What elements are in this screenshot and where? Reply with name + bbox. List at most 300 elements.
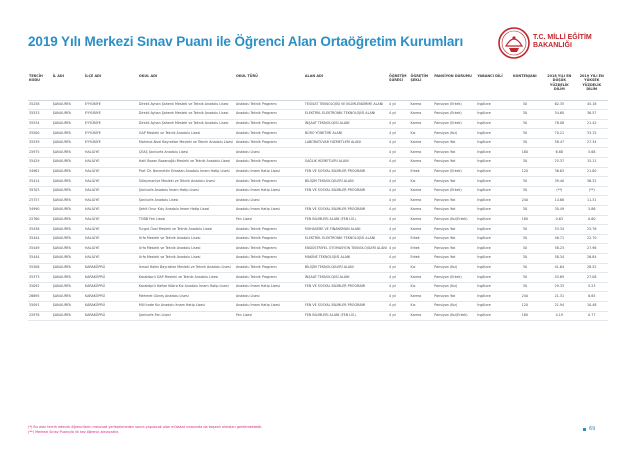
table-cell: 43.69 (543, 273, 575, 283)
table-cell: ŞANLIURFA (52, 148, 84, 158)
table-cell: ELEKTRİK- ELEKTRONİK TEKNOLOJİSİ ALANI (304, 234, 388, 244)
table-row (28, 206, 608, 216)
table-cell: İngilizce (476, 148, 506, 158)
table-cell: Anadolu İmam Hatip Lisesi (235, 167, 304, 177)
table-cell: 30 (507, 110, 544, 120)
table-cell: FEN VE SOSYAL BİLİMLER PROGRAMI (304, 167, 388, 177)
table-cell: 240 (507, 196, 544, 206)
table-cell: Karaköprü GAP Mesleki ve Teknik Anadolu Lisesi (138, 273, 235, 283)
table-cell: Kız (410, 301, 434, 311)
table-cell: ŞANLIURFA (52, 100, 84, 110)
table-cell: MUHASEBE VE FİNANSMAN ALANI (304, 225, 388, 235)
table-row (28, 254, 608, 264)
table-cell: 4 yıl (388, 254, 410, 264)
table-cell: Anadolu Teknik Programı (235, 234, 304, 244)
table-cell: Şehit Onur Kılıç Anadolu İmam Hatip Lisesi (138, 206, 235, 216)
table-cell: Karma (410, 311, 434, 321)
table-cell: 4 yıl (388, 225, 410, 235)
table-cell: İNŞAAT TEKNOLOJİSİ ALANI (304, 273, 388, 283)
table-cell: Pansiyon Yok (433, 206, 476, 216)
table-cell: 25.76 (576, 225, 609, 235)
table-cell: Karma (410, 100, 434, 110)
table-cell: ENDÜSTRİYEL OTOMASYON TEKNOLOJİLERİ ALANI (304, 244, 388, 254)
ministry-logo (497, 26, 607, 60)
table-cell: 30 (507, 234, 544, 244)
table-cell: 21.31 (543, 292, 575, 302)
table-cell: 36.32 (576, 177, 609, 187)
table-cell: İngilizce (476, 215, 506, 225)
table-cell: 4 yıl (388, 129, 410, 139)
table-cell: Karma (410, 110, 434, 120)
table-cell: 35429 (28, 158, 52, 168)
table-cell: 58.23 (543, 244, 575, 254)
school-table (28, 73, 608, 321)
table-cell: ŞANLIURFA (52, 129, 84, 139)
table-cell: 36.57 (576, 110, 609, 120)
table-cell: 14.68 (543, 196, 575, 206)
table-cell: 35414 (28, 177, 52, 187)
table-cell: 4 yıl (388, 196, 410, 206)
table-row (28, 177, 608, 187)
table-cell: 27.08 (576, 273, 609, 283)
table-cell: Erkek (410, 254, 434, 264)
table-cell: Anadolu Teknik Programı (235, 254, 304, 264)
table-cell: KARAKÖPRÜ (84, 301, 138, 311)
ministry-name-line1: T.C. MİLLİ EĞİTİM (533, 34, 592, 41)
table-cell: 15.11 (576, 158, 609, 168)
table-cell: İngilizce (476, 273, 506, 283)
table-cell: 78.08 (543, 119, 575, 129)
table-cell: Urfa Mesleki ve Teknik Anadolu Lisesi (138, 254, 235, 264)
header-cell: İL ADI (52, 73, 84, 100)
table-cell: 35092 (28, 282, 52, 292)
table-cell: HALİLİYE (84, 186, 138, 196)
table-cell: 5.86 (576, 206, 609, 216)
table-row (28, 234, 608, 244)
table-cell: 30.49 (543, 206, 575, 216)
table-cell: FEN BİLİMLERİ ALANI (FEN LİS.) (304, 215, 388, 225)
header-cell: ÖĞRETİM ŞEKLİ (410, 73, 434, 100)
header-cell: YABANCI DİLİ (476, 73, 506, 100)
table-cell: Karma (410, 215, 434, 225)
table-cell: 30 (507, 244, 544, 254)
table-cell: ŞANLIURFA (52, 167, 84, 177)
table-cell: Anadolu Teknik Programı (235, 158, 304, 168)
table-cell: Anadolu Teknik Programı (235, 119, 304, 129)
table-cell: Erkek (410, 244, 434, 254)
table-cell: ŞANLIURFA (52, 273, 84, 283)
table-cell: İngilizce (476, 110, 506, 120)
table-cell (304, 148, 388, 158)
table-cell: KARAKÖPRÜ (84, 311, 138, 321)
table-cell: 58.34 (543, 254, 575, 264)
header-cell: PANSİYON DURUMU (433, 73, 476, 100)
table-cell: (**) (576, 186, 609, 196)
table-cell: 180 (507, 148, 544, 158)
table-cell: Direkli Ayhan Şahenk Mesleki ve Teknik Anadolu Lisesi (138, 110, 235, 120)
table-cell: Pansiyon (Erkek) (433, 119, 476, 129)
table-cell: İngilizce (476, 167, 506, 177)
table-cell: 35373 (28, 273, 52, 283)
table-cell: Pansiyon (Kız) (433, 129, 476, 139)
table-cell: 21.94 (543, 301, 575, 311)
table-cell: ŞANLIURFA (52, 138, 84, 148)
table-cell: Pansiyon Yok (433, 244, 476, 254)
table-cell: Anadolu Teknik Programı (235, 177, 304, 187)
table-cell: Kız (410, 177, 434, 187)
table-cell: 25975 (28, 148, 52, 158)
table-cell: Karma (410, 138, 434, 148)
table-row (28, 119, 608, 129)
table-cell: ŞANLIURFA (52, 244, 84, 254)
table-cell: MAKİNE TEKNOLOJİSİ ALANI (304, 254, 388, 264)
table-cell: ŞANLIURFA (52, 196, 84, 206)
table-cell: Pansiyon Yok (433, 177, 476, 187)
table-cell: SAĞLIK HİZMETLERİ ALANI (304, 158, 388, 168)
page-title: 2019 Yılı Merkezi Sınav Puanı ile Öğrenci Alan Ortaöğretim Kurumları (28, 34, 464, 49)
table-cell: Karma (410, 225, 434, 235)
table-cell: İngilizce (476, 234, 506, 244)
table-row (28, 244, 608, 254)
table-cell: İngilizce (476, 138, 506, 148)
table-cell: EYYÜBİYE (84, 110, 138, 120)
table-cell: 30 (507, 282, 544, 292)
table-cell: Karaköprü Hafize Kübra Kız Anadolu İmam Hatip Lisesi (138, 282, 235, 292)
table-cell: 5.68 (576, 148, 609, 158)
table-cell: 25757 (28, 196, 52, 206)
table-row (28, 148, 608, 158)
table-cell: 30 (507, 138, 544, 148)
table-cell: Kız (410, 282, 434, 292)
table-cell: İngilizce (476, 196, 506, 206)
table-cell: 53.34 (543, 225, 575, 235)
table-row (28, 110, 608, 120)
table-cell: 21.42 (576, 119, 609, 129)
table-cell: 4 yıl (388, 244, 410, 254)
table-cell: 36.63 (543, 167, 575, 177)
table-cell: Halil Bozan Bozanoğlu Mesleki ve Teknik Anadolu Lisesi (138, 158, 235, 168)
table-cell: HALİLİYE (84, 206, 138, 216)
table-cell: İngilizce (476, 129, 506, 139)
table-cell: 30 (507, 225, 544, 235)
table-row (28, 100, 608, 110)
table-cell: Karma (410, 273, 434, 283)
table-cell: Direkli Ayhan Şahenk Mesleki ve Teknik Anadolu Lisesi (138, 100, 235, 110)
table-cell: 22.70 (576, 234, 609, 244)
table-cell: Pansiyon (Kız) (433, 301, 476, 311)
header-cell: 2019 YILI EN YÜKSEK YÜZDELİK DİLİM (576, 73, 609, 100)
table-cell: İsmail Hakkı Bayraktar Mesleki ve Teknik Anadolu Lisesi (138, 263, 235, 273)
table-cell: 39703 (28, 186, 52, 196)
header-cell: ALAN ADI (304, 73, 388, 100)
table-cell: Pansiyon (Kız) (433, 263, 476, 273)
table-cell: Pansiyon (Kız/Erkek) (433, 311, 476, 321)
page-number-label: 69 (589, 426, 596, 432)
table-cell: 45.18 (576, 100, 609, 110)
table-cell: ŞANLIURFA (52, 186, 84, 196)
table-row (28, 138, 608, 148)
table-cell: 4.19 (543, 311, 575, 321)
table-cell: Urfa Mesleki ve Teknik Anadolu Lisesi (138, 234, 235, 244)
table-cell: Pansiyon Yok (433, 292, 476, 302)
table-cell: Anadolu İmam Hatip Lisesi (235, 186, 304, 196)
footnote-2: (**) Merkezi Sınav Puanıyla ilk kez öğrenci alınacaktır. (28, 430, 119, 434)
table-cell: İngilizce (476, 292, 506, 302)
table-cell: Anadolu Teknik Programı (235, 100, 304, 110)
table-cell: Direkli Ayhan Şahenk Mesleki ve Teknik Anadolu Lisesi (138, 119, 235, 129)
table-cell: 4 yıl (388, 292, 410, 302)
table-cell: 120 (507, 167, 544, 177)
table-cell: Anadolu Teknik Programı (235, 273, 304, 283)
table-cell: FEN VE SOSYAL BİLİMLER PROGRAMI (304, 282, 388, 292)
table-cell: Pansiyon Yok (433, 225, 476, 235)
table-cell: Süleymaniye Mesleki ve Teknik Anadolu Lisesi (138, 177, 235, 187)
table-cell: ŞANLIURFA (52, 206, 84, 216)
table-cell: 4 yıl (388, 148, 410, 158)
table-cell: Pansiyon (Erkek) (433, 167, 476, 177)
table-cell: FEN VE SOSYAL BİLİMLER PROGRAMI (304, 206, 388, 216)
table-cell: HALİLİYE (84, 196, 138, 206)
table-cell: Fen Lisesi (235, 215, 304, 225)
table-row (28, 158, 608, 168)
table-row (28, 215, 608, 225)
table-cell: FEN VE SOSYAL BİLİMLER PROGRAMI (304, 301, 388, 311)
header-cell: KONTENJANI (507, 73, 544, 100)
table-cell: BÜRO YÖNETİMİ ALANI (304, 129, 388, 139)
table-cell: Erkek (410, 234, 434, 244)
table-cell: Mili İrade Kız Anadolu İmam Hatip Lisesi (138, 301, 235, 311)
table-cell: HALİLİYE (84, 177, 138, 187)
table-cell: 6.88 (543, 148, 575, 158)
table-cell: Karma (410, 196, 434, 206)
table-cell: Anadolu İmam Hatip Lisesi (235, 282, 304, 292)
table-cell: 4 yıl (388, 273, 410, 283)
table-cell: Fen Lisesi (235, 311, 304, 321)
table-cell: 29.33 (543, 282, 575, 292)
table-cell: 120 (507, 301, 544, 311)
table-cell: FEN VE SOSYAL BİLİMLER PROGRAMI (304, 186, 388, 196)
table-cell: Pansiyon (Kız/Erkek) (433, 215, 476, 225)
table-cell: Pansiyon (Erkek) (433, 100, 476, 110)
table-cell: 4 yıl (388, 206, 410, 216)
table-cell: 180 (507, 215, 544, 225)
table-cell: Pansiyon (Erkek) (433, 110, 476, 120)
table-cell: KARAKÖPRÜ (84, 282, 138, 292)
header-cell: OKUL TÜRÜ (235, 73, 304, 100)
table-cell: ŞANLIURFA (52, 292, 84, 302)
table-cell: Anadolu İmam Hatip Lisesi (235, 206, 304, 216)
ministry-emblem-icon (497, 26, 531, 60)
table-cell: 4 yıl (388, 215, 410, 225)
table-cell: 35308 (28, 263, 52, 273)
table-cell: EYYÜBİYE (84, 100, 138, 110)
table-cell: 4 yıl (388, 100, 410, 110)
table-cell: FEN BİLİMLERİ ALANI (FEN LİS.) (304, 311, 388, 321)
ministry-name-line2: BAKANLIĞI (533, 42, 572, 49)
table-cell: BİLİŞİM TEKNOLOJİLERİ ALANI (304, 177, 388, 187)
table-cell: ŞANLIURFA (52, 215, 84, 225)
table-cell: HALİLİYE (84, 167, 138, 177)
table-cell: ŞANLIURFA (52, 282, 84, 292)
table-row (28, 196, 608, 206)
table-cell: Pansiyon (Kız) (433, 282, 476, 292)
table-cell: ŞANLIURFA (52, 225, 84, 235)
table-row (28, 225, 608, 235)
table-cell: Anadolu Teknik Programı (235, 138, 304, 148)
table-cell: 35534 (28, 119, 52, 129)
table-cell: 28.52 (576, 263, 609, 273)
table-cell: 30 (507, 100, 544, 110)
table-cell: HALİLİYE (84, 244, 138, 254)
table-cell: İngilizce (476, 244, 506, 254)
table-cell: Mehmet Güneş Anadolu Lisesi (138, 292, 235, 302)
table-cell: 240 (507, 292, 544, 302)
table-cell: 35444 (28, 234, 52, 244)
table-cell: Anadolu Teknik Programı (235, 263, 304, 273)
table-row (28, 167, 608, 177)
table-cell: ŞANLIURFA (52, 234, 84, 244)
table-cell: Karma (410, 292, 434, 302)
table-cell: 27.34 (576, 138, 609, 148)
table-cell: Prof. Dr. Necmettin Erbakan Anadolu İmam Hatip Lisesi (138, 167, 235, 177)
table-cell: HALİLİYE (84, 234, 138, 244)
table-cell: 0.63 (543, 215, 575, 225)
table-cell: EYYÜBİYE (84, 129, 138, 139)
table-cell: EYYÜBİYE (84, 119, 138, 129)
table-cell: Anadolu Teknik Programı (235, 129, 304, 139)
table-cell: HALİLİYE (84, 148, 138, 158)
table-cell: 33.15 (576, 129, 609, 139)
table-cell: 4 yıl (388, 186, 410, 196)
table-cell: Anadolu Lisesi (235, 292, 304, 302)
table-cell: İNŞAAT TEKNOLOJİSİ ALANI (304, 119, 388, 129)
table-cell: ŞANLIURFA (52, 311, 84, 321)
table-cell: 58.47 (543, 138, 575, 148)
table-cell: Pansiyon Yok (433, 234, 476, 244)
footnote-1: (*) Bu alan tercih edecek öğrencilerin mevzuat yerleştirmeden sonra yapılacak olan mülakat sınavında da başarılı olmaları gerekmektedir. (28, 425, 263, 429)
table-cell: ŞANLIURFA (52, 158, 84, 168)
header-cell: ÖĞRETİM SÜRESİ (388, 73, 410, 100)
table-cell: TESİSAT TEKNOLOJİSİ VE İKLİMLENDİRME ALANI (304, 100, 388, 110)
table-row (28, 301, 608, 311)
table-cell: 35091 (28, 301, 52, 311)
table-cell: KARAKÖPRÜ (84, 292, 138, 302)
table-cell: 41.64 (543, 263, 575, 273)
table-cell: Erkek (410, 167, 434, 177)
table-cell: 35438 (28, 225, 52, 235)
table-cell: KARAKÖPRÜ (84, 263, 138, 273)
table-cell: Kız (410, 263, 434, 273)
table-cell: 4 yıl (388, 138, 410, 148)
table-cell: 54.60 (543, 110, 575, 120)
table-cell: Şanlıurfa Anadolu Lisesi (138, 196, 235, 206)
table-cell: 4 yıl (388, 311, 410, 321)
table-cell: Urfa Mesleki ve Teknik Anadolu Lisesi (138, 244, 235, 254)
table-cell: 70.21 (543, 129, 575, 139)
table-cell: Anadolu Teknik Programı (235, 110, 304, 120)
table-row (28, 129, 608, 139)
table-cell: Şanlıurfa Fen Lisesi (138, 311, 235, 321)
table-cell: İngilizce (476, 225, 506, 235)
table-cell: Kız (410, 129, 434, 139)
table-cell: İngilizce (476, 186, 506, 196)
table-cell: İngilizce (476, 263, 506, 273)
table-cell: 35258 (28, 100, 52, 110)
table-cell: Anadolu Teknik Programı (235, 244, 304, 254)
table-cell: 4 yıl (388, 119, 410, 129)
table-cell: Pansiyon (Erkek) (433, 273, 476, 283)
table-cell: 180 (507, 311, 544, 321)
table-cell: 21.80 (576, 167, 609, 177)
table-cell: 35449 (28, 244, 52, 254)
table-cell: 4 yıl (388, 263, 410, 273)
table-cell: Anadolu Teknik Programı (235, 225, 304, 235)
table-cell: 30 (507, 119, 544, 129)
table-cell: İngilizce (476, 119, 506, 129)
table-cell: ÇEAŞ Şanlıurfa Anadolu Lisesi (138, 148, 235, 158)
table-cell: 5.23 (576, 282, 609, 292)
table-cell: 11.31 (576, 196, 609, 206)
table-cell: GAP Mesleki ve Teknik Anadolu Lisesi (138, 129, 235, 139)
table-cell: ŞANLIURFA (52, 301, 84, 311)
table-cell: Pansiyon (Erkek) (433, 186, 476, 196)
table-cell: ŞANLIURFA (52, 110, 84, 120)
table-cell: 4 yıl (388, 301, 410, 311)
table-cell: 30 (507, 177, 544, 187)
table-cell: BİLİŞİM TEKNOLOJİLERİ ALANI (304, 263, 388, 273)
table-cell: Karma (410, 186, 434, 196)
table-cell: Karma (410, 119, 434, 129)
table-cell: 4 yıl (388, 167, 410, 177)
table-cell (304, 292, 388, 302)
table-header-row (28, 73, 608, 100)
table-cell: HALİLİYE (84, 225, 138, 235)
table-cell: ŞANLIURFA (52, 254, 84, 264)
header-cell: TERCİH KODU (28, 73, 52, 100)
table-row (28, 282, 608, 292)
table-cell: Pansiyon Yok (433, 148, 476, 158)
table-cell: 27.96 (576, 244, 609, 254)
table-cell: Anadolu Lisesi (235, 148, 304, 158)
table-cell: 30 (507, 263, 544, 273)
table-cell: KARAKÖPRÜ (84, 273, 138, 283)
table-cell: 26.84 (576, 254, 609, 264)
table-row (28, 273, 608, 283)
table-cell: İngilizce (476, 311, 506, 321)
table-cell: HALİLİYE (84, 158, 138, 168)
table-cell: ŞANLIURFA (52, 263, 84, 273)
table-cell: 4 yıl (388, 110, 410, 120)
table-cell: ELEKTRİK- ELEKTRONİK TEKNOLOJİSİ ALANI (304, 110, 388, 120)
header-cell: OKUL ADI (138, 73, 235, 100)
table-cell: Pansiyon Yok (433, 138, 476, 148)
table-cell: 30 (507, 254, 544, 264)
table-cell: Karma (410, 206, 434, 216)
table-cell: 30 (507, 158, 544, 168)
table-cell: İngilizce (476, 158, 506, 168)
table-cell: 30 (507, 273, 544, 283)
table-cell: 35539 (28, 138, 52, 148)
table-cell: İngilizce (476, 206, 506, 216)
table-cell: 34990 (28, 206, 52, 216)
table-cell: 26695 (28, 292, 52, 302)
table-cell: 0.77 (576, 311, 609, 321)
table-row (28, 311, 608, 321)
table-cell: ŞANLIURFA (52, 119, 84, 129)
table-cell: EYYÜBİYE (84, 138, 138, 148)
table-cell: 62.35 (543, 100, 575, 110)
table-cell: 35533 (28, 110, 52, 120)
